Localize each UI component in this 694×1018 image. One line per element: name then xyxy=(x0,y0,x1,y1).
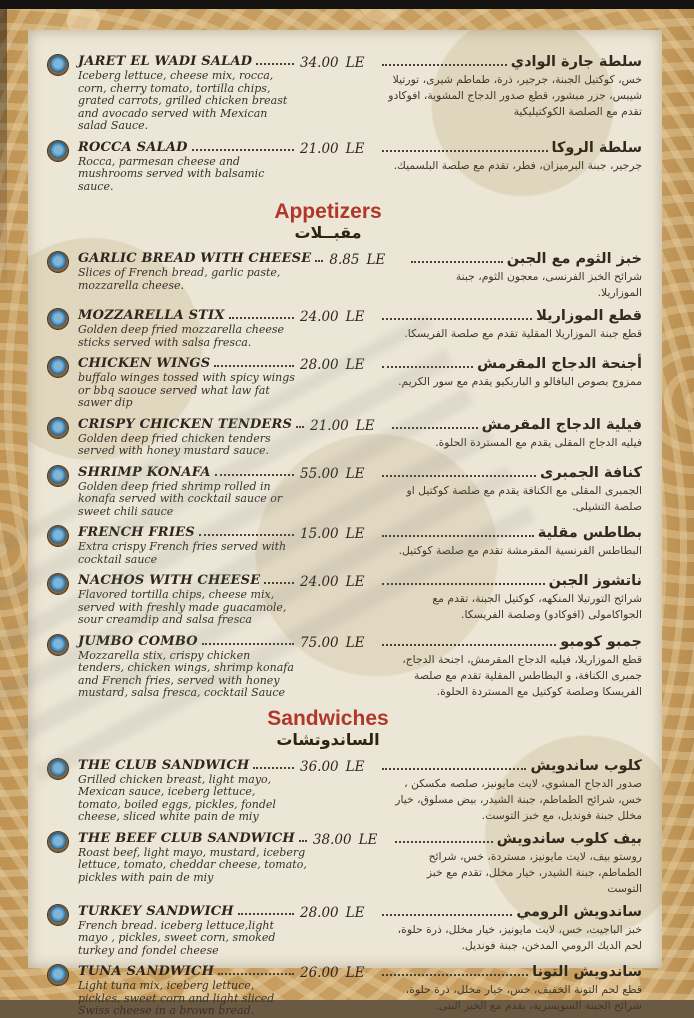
item-price xyxy=(296,526,380,542)
item-arabic-block xyxy=(393,831,642,897)
dotted-leader xyxy=(192,149,294,151)
item-english-block xyxy=(78,831,309,885)
item-arabic-block xyxy=(380,308,642,342)
item-description-en: Flavored tortilla chips, cheese mix, served with freshly made guacamole, sour creamdip and salsa fresca xyxy=(78,588,287,626)
item-price xyxy=(309,832,393,848)
item-english-block xyxy=(78,54,296,133)
price-value: 15.00 xyxy=(300,526,339,542)
item-name-line xyxy=(78,54,296,69)
price-value: 34.00 xyxy=(300,55,339,71)
brand-medallion-icon xyxy=(48,418,68,438)
item-name-ar: بطاطس مقلية xyxy=(537,525,642,541)
item-name-line-ar xyxy=(393,831,642,847)
item-name-line-ar xyxy=(380,964,642,980)
menu-item-row xyxy=(48,465,648,519)
item-name-en: CHICKEN WINGS xyxy=(78,356,211,371)
item-arabic-block xyxy=(380,356,642,390)
brand-medallion-icon xyxy=(48,466,68,486)
item-name-ar: كنافة الجمبرى xyxy=(540,464,642,481)
price-currency: LE xyxy=(366,252,386,268)
section-heading-ar: الساندوتشات xyxy=(276,729,380,749)
item-name-line xyxy=(78,417,306,432)
item-name-ar: خبز الثوم مع الجبن xyxy=(506,251,642,267)
item-english-block xyxy=(78,140,296,194)
dotted-leader xyxy=(253,767,294,769)
item-name-line-ar xyxy=(409,251,642,267)
item-arabic-block xyxy=(380,904,642,954)
item-description-en: Golden deep fried shrimp rolled in konafa served with cocktail sauce or sweet chili sauce xyxy=(78,479,283,518)
price-currency: LE xyxy=(345,965,365,981)
brand-medallion-icon xyxy=(48,55,68,75)
dotted-leader-ar xyxy=(382,644,556,646)
dotted-leader xyxy=(215,474,294,476)
item-name-line-ar xyxy=(380,465,642,481)
item-name-ar: ناتشوز الجبن xyxy=(548,573,642,589)
item-name-line-ar xyxy=(380,634,642,650)
item-english-block xyxy=(78,964,296,1018)
price-currency: LE xyxy=(345,140,365,157)
item-description-ar: شرائح التورتيلا المنكهه، كوكتيل الجبنة، تقدم مع الجواكامولى (افوكادو) وصلصة الفريسكا. xyxy=(432,592,642,621)
item-name-line xyxy=(78,465,296,480)
item-english-block xyxy=(78,465,296,519)
photo-top-edge xyxy=(0,0,694,9)
menu-item-row xyxy=(48,356,648,410)
item-description-ar: خبز الباجيت، خس، لايت مايونيز، خيار مخلل، ذرة حلوة، لحم الديك الرومي المدخن، جبنة فونديل. xyxy=(397,922,642,952)
item-price xyxy=(296,759,380,775)
price-value: 28.00 xyxy=(300,904,339,921)
price-currency: LE xyxy=(358,831,378,848)
menu-item-row xyxy=(48,308,648,349)
item-name-line xyxy=(78,758,296,773)
dotted-leader xyxy=(299,840,307,842)
dotted-leader xyxy=(202,643,294,645)
item-price xyxy=(306,418,390,434)
price-currency: LE xyxy=(345,357,365,373)
item-name-line-ar xyxy=(380,54,642,70)
item-name-line xyxy=(78,356,296,371)
dotted-leader xyxy=(214,365,294,367)
dotted-leader-ar xyxy=(382,366,473,368)
brand-medallion-icon xyxy=(48,252,68,272)
dotted-leader xyxy=(218,973,294,975)
price-currency: LE xyxy=(345,309,365,325)
item-description-ar: قطع الموزاريلا، فيليه الدجاج المقرمش، اجنحة الدجاج، جمبرى الكنافة، و البطاطس المقلية تقدم مع صلصة الفريسكا وصلصة كوكتيل مع المستردة الحلوة. xyxy=(402,652,642,698)
item-name-line xyxy=(78,140,296,155)
item-description-en: Grilled chicken breast, light mayo, Mexican sauce, iceberg lettuce, tomato, boiled eggs, pickles, fondel cheese, sliced white pain de miy xyxy=(78,772,276,823)
menu-item-row xyxy=(48,758,648,824)
dotted-leader xyxy=(229,317,294,319)
item-arabic-block xyxy=(380,573,642,623)
item-name-line-ar xyxy=(380,573,642,589)
item-name-line xyxy=(78,525,296,540)
brand-medallion-icon xyxy=(48,635,68,655)
dotted-leader-ar xyxy=(392,427,478,429)
section-heading-ar: مقبــلات xyxy=(294,223,362,242)
item-price xyxy=(296,905,380,921)
item-name-line xyxy=(78,251,325,266)
dotted-leader-ar xyxy=(382,914,512,916)
item-price xyxy=(296,466,380,482)
item-english-block xyxy=(78,525,296,566)
item-price xyxy=(296,965,380,981)
item-price xyxy=(296,357,380,373)
item-name-ar: سلطة جارة الوادي xyxy=(510,54,642,70)
price-value: 8.85 xyxy=(329,252,360,268)
item-arabic-block xyxy=(380,634,642,700)
brand-medallion-icon xyxy=(48,965,68,985)
dotted-leader-ar xyxy=(382,64,507,66)
item-arabic-block xyxy=(380,525,642,559)
item-description-en: Extra crispy French fries served with cocktail sauce xyxy=(78,540,287,566)
price-currency: LE xyxy=(345,634,365,651)
item-name-line-ar xyxy=(380,758,642,774)
section-heading-en: Sandwiches xyxy=(267,706,389,730)
price-currency: LE xyxy=(345,55,365,71)
item-price xyxy=(296,635,380,651)
item-description-ar: ممزوج بصوص البافالو و الباربكيو يقدم مع سور الكريم. xyxy=(398,375,642,388)
item-name-ar: ساندويش التونا xyxy=(532,964,642,980)
price-currency: LE xyxy=(345,574,365,590)
price-currency: LE xyxy=(345,465,365,482)
item-price xyxy=(296,309,380,325)
item-description-ar: فيليه الدجاج المقلى يقدم مع المستردة الحلوة. xyxy=(435,435,642,449)
item-name-line xyxy=(78,964,296,979)
price-currency: LE xyxy=(345,526,365,542)
menu-page xyxy=(28,30,662,1017)
item-description-en: Mozzarella stix, crispy chicken tenders, chicken wings, shrimp konafa and French fries, served with honey mustard, salsa fresca, cocktail Sauce xyxy=(78,648,294,699)
item-name-en: JARET EL WADI SALAD xyxy=(78,54,253,69)
menu-item-row xyxy=(48,54,648,133)
item-arabic-block xyxy=(380,758,642,824)
item-name-ar: بيف كلوب ساندويش xyxy=(496,830,642,847)
item-name-line xyxy=(78,634,296,649)
item-name-en: NACHOS WITH CHEESE xyxy=(78,573,261,588)
price-value: 38.00 xyxy=(312,831,352,848)
item-description-ar: جرجير، جبنة البرميزان، فطر، تقدم مع صلصة البلسميك. xyxy=(393,158,642,172)
brand-medallion-icon xyxy=(48,526,68,546)
item-name-ar: جمبو كومبو xyxy=(560,633,642,650)
item-english-block xyxy=(78,758,296,824)
dotted-leader-ar xyxy=(382,768,526,770)
item-price xyxy=(325,252,409,268)
item-name-line-ar xyxy=(390,417,642,433)
dotted-leader-ar xyxy=(382,583,545,585)
item-name-ar: ساندويش الرومي xyxy=(516,903,642,920)
item-description-ar: البطاطس الفرنسية المقرمشة تقدم مع صلصة كوكتيل. xyxy=(398,544,642,557)
item-description-ar: قطع لحم التونة الخفيف، خس، خيار مخلل، ذرة حلوة، شرائح الجبنة السويسرية، يقدم مع الخبز البنى. xyxy=(405,983,642,1012)
price-currency: LE xyxy=(345,904,365,921)
item-price xyxy=(296,55,380,71)
dotted-leader-ar xyxy=(382,475,536,477)
item-english-block xyxy=(78,904,296,958)
item-description-en: Rocca, parmesan cheese and mushrooms served with balsamic sauce. xyxy=(78,154,265,193)
dotted-leader xyxy=(238,913,294,915)
item-description-en: Slices of French bread, garlic paste, mozzarella cheese. xyxy=(78,266,281,292)
price-value: 28.00 xyxy=(300,357,339,373)
item-name-en: SHRIMP KONAFA xyxy=(78,464,211,480)
item-name-line xyxy=(78,308,296,323)
brand-medallion-icon xyxy=(48,905,68,925)
item-description-en: Golden deep fried chicken tenders served with honey mustard sauce. xyxy=(78,431,271,457)
item-name-line xyxy=(78,573,296,588)
item-name-ar: فيلية الدجاج المقرمش xyxy=(481,416,642,433)
brand-medallion-icon xyxy=(48,759,68,779)
dotted-leader xyxy=(264,582,294,584)
menu-item-row xyxy=(48,964,648,1018)
item-name-en: CRISPY CHICKEN TENDERS xyxy=(78,416,293,432)
brand-medallion-icon xyxy=(48,141,68,161)
photo-left-shadow xyxy=(0,0,7,1000)
brand-medallion-icon xyxy=(48,574,68,594)
menu-item-row xyxy=(48,831,648,897)
item-name-ar: أجنحة الدجاج المقرمش xyxy=(477,356,642,372)
item-name-ar: سلطة الروكا xyxy=(551,139,642,156)
item-description-ar: الجمبرى المقلى مع الكنافة يقدم مع صلصة كوكتيل او صلصة التشيلى. xyxy=(406,483,642,513)
item-description-ar: قطع جبنة الموزاريلا المقلية تقدم مع صلصة الفريسكا. xyxy=(404,327,642,340)
item-name-en: THE CLUB SANDWICH xyxy=(78,757,250,773)
item-english-block xyxy=(78,417,306,458)
item-name-en: JUMBO COMBO xyxy=(78,633,198,649)
dotted-leader-ar xyxy=(382,150,548,152)
item-arabic-block xyxy=(409,251,642,301)
item-english-block xyxy=(78,634,296,700)
price-value: 55.00 xyxy=(300,465,339,482)
dotted-leader xyxy=(296,426,304,428)
section-heading xyxy=(48,200,608,243)
item-arabic-block xyxy=(380,964,642,1014)
dotted-leader-ar xyxy=(382,318,532,320)
item-name-line-ar xyxy=(380,308,642,324)
item-description-ar: شرائح الخبز الفرنسى، معجون الثوم، جبنة الموزاريلا. xyxy=(455,270,642,299)
item-description-ar: روستو بيف، لايت مايونيز، مستردة، خس، شرائح الطماطم، جبنة الشيدر، خيار مخلل، تقدم مع خبز التوست xyxy=(426,849,642,895)
price-value: 75.00 xyxy=(300,634,339,651)
section-heading-en: Appetizers xyxy=(274,200,382,223)
menu-item-row xyxy=(48,140,648,194)
item-english-block xyxy=(78,573,296,627)
item-name-ar: كلوب ساندويش xyxy=(530,757,642,774)
item-name-line-ar xyxy=(380,140,642,156)
dotted-leader xyxy=(256,63,294,65)
price-value: 21.00 xyxy=(300,140,339,157)
item-name-en: THE BEEF CLUB SANDWICH xyxy=(78,830,295,846)
price-currency: LE xyxy=(345,758,365,775)
brand-medallion-icon xyxy=(48,309,68,329)
price-value: 26.00 xyxy=(300,965,339,981)
item-english-block xyxy=(78,251,325,292)
item-description-ar: صدور الدجاج المشوي، لايت مايونيز، صلصه مكسكن ، خس، شرائح الطماطم، جبنة الشيدر، بيض مسلوق، خيار مخلل جبنة فونديل، مع خبز التوست. xyxy=(395,776,642,822)
menu-item-row xyxy=(48,904,648,958)
item-arabic-block xyxy=(380,54,642,120)
price-value: 24.00 xyxy=(300,309,339,325)
item-name-en: GARLIC BREAD WITH CHEESE xyxy=(78,251,312,266)
dotted-leader-ar xyxy=(382,974,528,976)
menu-item-row xyxy=(48,417,648,458)
dotted-leader xyxy=(199,534,294,536)
dotted-leader-ar xyxy=(395,841,493,843)
menu-item-row xyxy=(48,251,648,301)
dotted-leader xyxy=(315,260,323,262)
item-name-line-ar xyxy=(380,904,642,920)
item-name-en: FRENCH FRIES xyxy=(78,525,195,540)
price-value: 24.00 xyxy=(300,574,339,590)
menu-item-row xyxy=(48,573,648,627)
item-name-line-ar xyxy=(380,356,642,372)
item-name-en: MOZZARELLA STIX xyxy=(78,308,225,323)
item-description-ar: خس، كوكتيل الجبنة، جرجير، ذرة، طماطم شيرى، تورتيلا شيبس، جزر مبشور، قطع صدور الدجاج المشوية، افوكادو تقدم مع الصلصة الكوكتيليكية xyxy=(388,73,642,118)
item-name-line-ar xyxy=(380,525,642,541)
item-name-line xyxy=(78,831,309,846)
item-name-en: TURKEY SANDWICH xyxy=(78,903,234,919)
item-name-en: TUNA SANDWICH xyxy=(78,964,215,979)
item-description-en: Light tuna mix, iceberg lettuce, pickles, sweet corn and light sliced Swiss cheese in a brown bread. xyxy=(78,979,275,1017)
item-description-en: Golden deep fried mozzarella cheese sticks served with salsa fresca. xyxy=(78,323,285,349)
item-description-en: French bread. iceberg lettuce,light mayo , pickles, sweet corn, smoked turkey and fondel cheese xyxy=(78,918,276,957)
section-heading xyxy=(48,707,608,750)
item-price xyxy=(296,574,380,590)
price-currency: LE xyxy=(355,417,375,434)
brand-medallion-icon xyxy=(48,832,68,852)
menu-item-row xyxy=(48,525,648,566)
item-arabic-block xyxy=(390,417,642,451)
item-description-en: buffalo winges tossed with spicy wings or bbq saouce served what law fat sawer dip xyxy=(78,371,295,409)
item-arabic-block xyxy=(380,465,642,515)
price-value: 21.00 xyxy=(310,417,349,434)
item-name-en: ROCCA SALAD xyxy=(78,139,188,155)
item-price xyxy=(296,141,380,157)
item-description-en: Roast beef, light mayo, mustard, iceberg lettuce, tomato, cheddar cheese, tomato, pickles with pain de miy xyxy=(78,845,307,884)
item-name-ar: قطع الموزاريلا xyxy=(536,308,642,324)
item-arabic-block xyxy=(380,140,642,174)
dotted-leader-ar xyxy=(411,261,502,263)
item-english-block xyxy=(78,356,296,410)
brand-medallion-icon xyxy=(48,357,68,377)
dotted-leader-ar xyxy=(382,535,534,537)
menu-item-row xyxy=(48,634,648,700)
item-name-line xyxy=(78,904,296,919)
item-english-block xyxy=(78,308,296,349)
price-value: 36.00 xyxy=(300,758,339,775)
item-description-en: Iceberg lettuce, cheese mix, rocca, corn, cherry tomato, tortilla chips, grated carrots, grilled chicken breast and avocado served with Mexican salad Sauce. xyxy=(78,69,288,132)
